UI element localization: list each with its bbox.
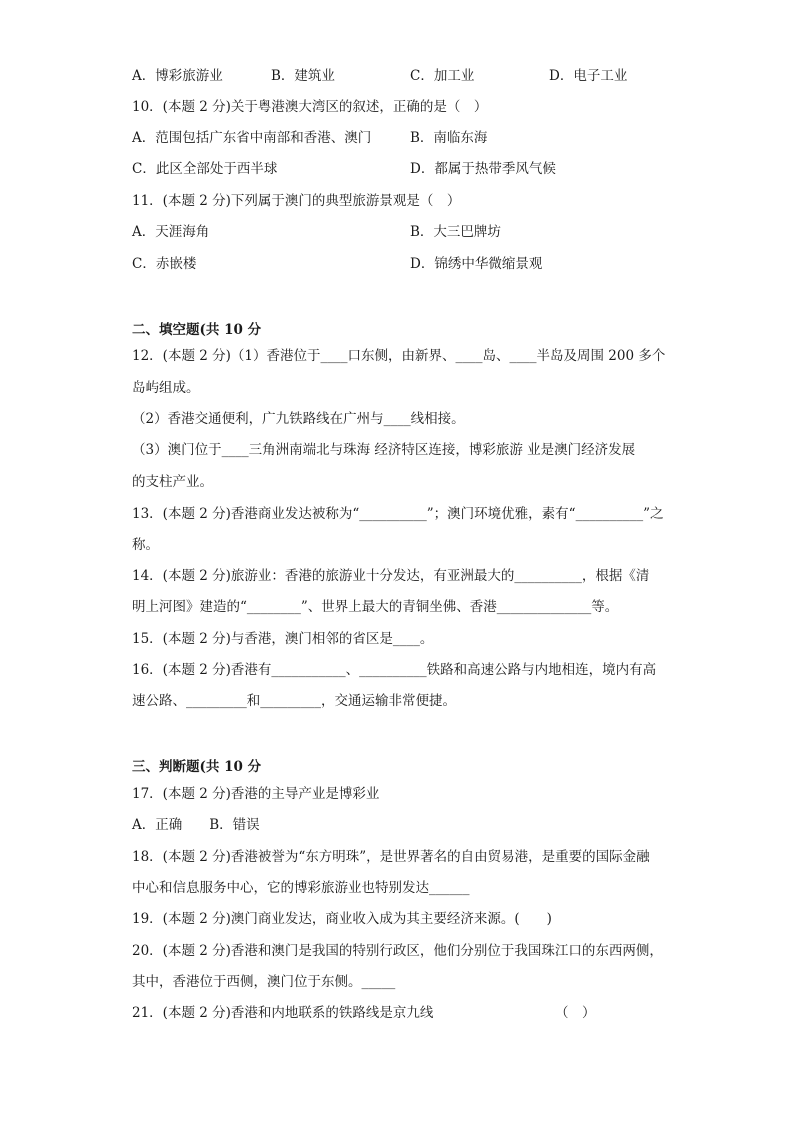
section3-line: 20．(本题 2 分)香港和澳门是我国的特别行政区，他们分别位于我国珠江口的东西两侧，: [132, 943, 663, 959]
section3-line: A．正确 B．错误: [132, 817, 260, 833]
section2-line: 16．(本题 2 分)香港有___________、__________铁路和高速公路与内地相连，境内有高: [132, 662, 657, 678]
q10-option-d: D．都属于热带季风气候: [410, 161, 556, 177]
section2-line: 15．(本题 2 分)与香港，澳门相邻的省区是____。: [132, 631, 434, 647]
q11-option-a: A．天涯海角: [132, 224, 210, 240]
section2-line: 称。: [132, 537, 159, 553]
q21-answer-bracket: （ ）: [555, 1005, 596, 1021]
q11-option-d: D．锦绣中华微缩景观: [410, 256, 543, 272]
q11-stem: 11．(本题 2 分)下列属于澳门的典型旅游景观是（ ）: [132, 193, 461, 209]
section3-line: 19．(本题 2 分)澳门商业发达，商业收入成为其主要经济来源。( ): [132, 911, 552, 927]
q9-option-b: B．建筑业: [271, 68, 335, 84]
section2-line: 的支柱产业。: [132, 474, 213, 490]
section3-heading: 三、判断题(共 10 分: [132, 759, 262, 775]
q9-option-c: C．加工业: [410, 68, 475, 84]
section2-line: （3）澳门位于____三角洲南端北与珠海 经济特区连接，博彩旅游 业是澳门经济发展: [132, 442, 636, 458]
section2-line: 12．(本题 2 分)（1）香港位于____口东侧，由新界、____岛、____半岛及周围 200 多个: [132, 348, 666, 364]
section2-line: 14．(本题 2 分)旅游业：香港的旅游业十分发达，有亚洲最大的__________，根据《清: [132, 568, 650, 584]
q11-option-c: C．赤嵌楼: [132, 256, 197, 272]
q11-option-b: B．大三巴牌坊: [410, 224, 501, 240]
section3-line: 其中，香港位于西侧，澳门位于东侧。_____: [132, 974, 396, 990]
section3-line: 21．(本题 2 分)香港和内地联系的铁路线是京九线: [132, 1005, 434, 1021]
section2-line: 速公路、_________和_________，交通运输非常便捷。: [132, 693, 456, 709]
section2-heading: 二、填空题(共 10 分: [132, 322, 262, 338]
section2-line: 明上河图》建造的“________”、世界上最大的青铜坐佛、香港______________等。: [132, 599, 619, 615]
section2-line: 13．(本题 2 分)香港商业发达被称为“__________”；澳门环境优雅，素有“__________”之: [132, 506, 664, 522]
section2-line: 岛屿组成。: [132, 380, 200, 396]
q10-option-b: B．南临东海: [410, 130, 488, 146]
section3-line: 17．(本题 2 分)香港的主导产业是博彩业: [132, 786, 380, 802]
q10-option-a: A．范围包括广东省中南部和香港、澳门: [132, 130, 372, 146]
section3-line: 18．(本题 2 分)香港被誉为“东方明珠”，是世界著名的自由贸易港，是重要的国际金融: [132, 849, 650, 865]
q10-option-c: C．此区全部处于西半球: [132, 161, 278, 177]
section2-line: （2）香港交通便利，广九铁路线在广州与____线相接。: [132, 411, 465, 427]
section3-line: 中心和信息服务中心，它的博彩旅游业也特别发达______: [132, 880, 470, 896]
q9-option-a: A．博彩旅游业: [132, 68, 223, 84]
q10-stem: 10．(本题 2 分)关于粤港澳大湾区的叙述，正确的是（ ）: [132, 99, 488, 115]
q9-option-d: D．电子工业: [549, 68, 628, 84]
